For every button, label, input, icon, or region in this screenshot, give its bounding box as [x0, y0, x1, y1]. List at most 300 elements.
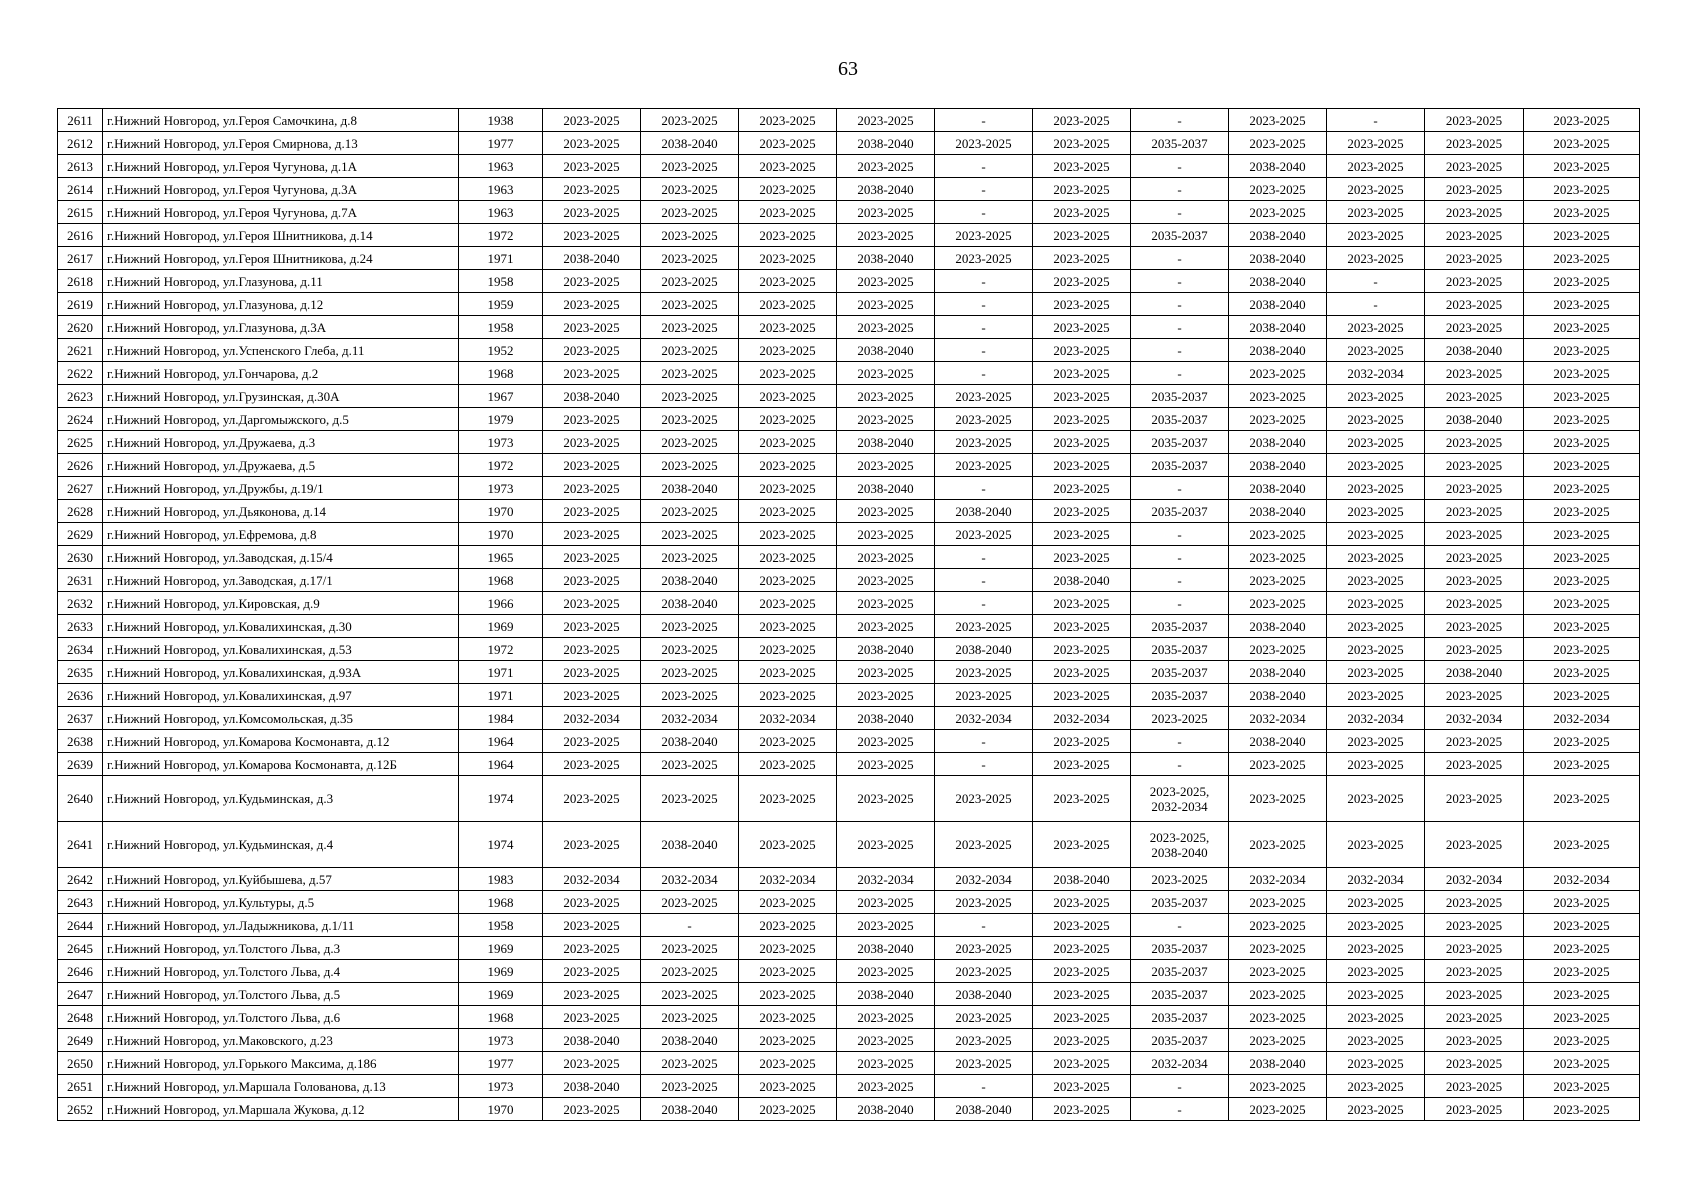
period-cell: 2023-2025 [837, 592, 935, 615]
period-cell: 2023-2025 [837, 730, 935, 753]
period-cell: 2023-2025 [1033, 431, 1131, 454]
period-cell: - [1131, 316, 1229, 339]
period-cell: - [1131, 270, 1229, 293]
address-cell: г.Нижний Новгород, ул.Толстого Льва, д.4 [103, 960, 459, 983]
table-row [58, 730, 1640, 753]
period-cell: 2023-2025 [935, 1006, 1033, 1029]
period-cell: - [1131, 339, 1229, 362]
table-row [58, 569, 1640, 592]
period-cell: 2023-2025 [1425, 1006, 1524, 1029]
period-cell: 2023-2025 [543, 523, 641, 546]
period-cell: 2023-2025 [641, 201, 739, 224]
period-cell: 2023-2025 [1524, 937, 1640, 960]
table-row [58, 155, 1640, 178]
table-row [58, 684, 1640, 707]
period-cell: 2023-2025 [1327, 661, 1425, 684]
period-cell: 2023-2025 [543, 615, 641, 638]
row-number-cell: 2625 [58, 431, 103, 454]
period-cell: 2023-2025 [739, 1006, 837, 1029]
period-cell: 2023-2025 [739, 1029, 837, 1052]
address-cell: г.Нижний Новгород, ул.Дружаева, д.3 [103, 431, 459, 454]
row-number-cell: 2647 [58, 983, 103, 1006]
period-cell: 2035-2037 [1131, 960, 1229, 983]
period-cell: 2023-2025 [1327, 316, 1425, 339]
row-number-cell: 2622 [58, 362, 103, 385]
period-cell: 2023-2025 [641, 109, 739, 132]
table-row [58, 1029, 1640, 1052]
table-row [58, 339, 1640, 362]
period-cell: 2023-2025 [1425, 615, 1524, 638]
period-cell: 2035-2037 [1131, 684, 1229, 707]
period-cell: 2023-2025 [641, 293, 739, 316]
period-cell: 2023-2025 [1524, 431, 1640, 454]
period-cell: 2023-2025 [1524, 776, 1640, 822]
period-cell: 2023-2025 [1425, 891, 1524, 914]
table-row [58, 132, 1640, 155]
period-cell: 2023-2025 [1524, 569, 1640, 592]
period-cell: 2023-2025 [1425, 247, 1524, 270]
period-cell: 2023-2025 [641, 937, 739, 960]
period-cell: 2023-2025 [1524, 1075, 1640, 1098]
period-cell: - [935, 270, 1033, 293]
period-cell: - [1131, 592, 1229, 615]
period-cell: 2023-2025 [1033, 776, 1131, 822]
address-cell: г.Нижний Новгород, ул.Дружбы, д.19/1 [103, 477, 459, 500]
period-cell: 2035-2037 [1131, 408, 1229, 431]
period-cell: 2032-2034 [1229, 707, 1327, 730]
period-cell: 2023-2025 [935, 454, 1033, 477]
period-cell: - [1131, 247, 1229, 270]
period-cell: 2023-2025 [837, 891, 935, 914]
period-cell: 2038-2040 [1229, 730, 1327, 753]
period-cell: - [1131, 477, 1229, 500]
period-cell: 2023-2025 [543, 201, 641, 224]
period-cell: 2035-2037 [1131, 615, 1229, 638]
period-cell: - [935, 155, 1033, 178]
period-cell: 2023-2025 [641, 1075, 739, 1098]
period-cell: 2023-2025 [1425, 224, 1524, 247]
period-cell: - [935, 362, 1033, 385]
period-cell: 2023-2025 [1327, 937, 1425, 960]
period-cell: 2023-2025 [543, 592, 641, 615]
table-row [58, 1006, 1640, 1029]
year-cell: 1970 [459, 523, 543, 546]
period-cell: 2023-2025 [1229, 753, 1327, 776]
period-cell: 2023-2025 [739, 615, 837, 638]
period-cell: 2023-2025 [543, 1006, 641, 1029]
period-cell: 2023-2025 [1229, 362, 1327, 385]
period-cell: 2023-2025 [1524, 454, 1640, 477]
year-cell: 1973 [459, 431, 543, 454]
period-cell: 2023-2025 [1033, 753, 1131, 776]
period-cell: 2023-2025 [739, 109, 837, 132]
period-cell: 2032-2034 [1524, 707, 1640, 730]
period-cell: 2023-2025 [1033, 293, 1131, 316]
period-cell: 2023-2025 [543, 937, 641, 960]
period-cell: 2032-2034 [935, 868, 1033, 891]
period-cell: 2023-2025 [1327, 1006, 1425, 1029]
period-cell: 2023-2025 [1524, 1029, 1640, 1052]
period-cell: 2023-2025 [1229, 201, 1327, 224]
period-cell: - [1327, 293, 1425, 316]
period-cell: 2023-2025 [1425, 914, 1524, 937]
period-cell: 2023-2025 [1033, 1029, 1131, 1052]
period-cell: 2023-2025 [1425, 362, 1524, 385]
year-cell: 1969 [459, 937, 543, 960]
row-number-cell: 2642 [58, 868, 103, 891]
period-cell: 2023-2025 [1425, 109, 1524, 132]
period-cell: 2023-2025 [543, 270, 641, 293]
period-cell: 2023-2025 [837, 1075, 935, 1098]
row-number-cell: 2646 [58, 960, 103, 983]
period-cell: - [935, 201, 1033, 224]
period-cell: 2023-2025 [543, 569, 641, 592]
period-cell: 2038-2040 [641, 1029, 739, 1052]
year-cell: 1963 [459, 178, 543, 201]
period-cell: 2038-2040 [1229, 224, 1327, 247]
period-cell: 2023-2025 [739, 960, 837, 983]
period-cell: 2023-2025 [1033, 523, 1131, 546]
period-cell: 2023-2025 [543, 684, 641, 707]
period-cell: 2023-2025 [641, 270, 739, 293]
period-cell: 2023-2025 [641, 1052, 739, 1075]
row-number-cell: 2638 [58, 730, 103, 753]
period-cell: 2023-2025 [1229, 178, 1327, 201]
period-cell: 2023-2025 [543, 477, 641, 500]
year-cell: 1972 [459, 454, 543, 477]
year-cell: 1958 [459, 914, 543, 937]
period-cell: 2023-2025 [1327, 891, 1425, 914]
period-cell: 2023-2025 [1327, 339, 1425, 362]
period-cell: 2023-2025 [1327, 638, 1425, 661]
period-cell: 2023-2025 [543, 661, 641, 684]
period-cell: 2023-2025 [837, 155, 935, 178]
table-row [58, 1075, 1640, 1098]
period-cell: 2023-2025 [641, 776, 739, 822]
period-cell: 2032-2034 [1131, 1052, 1229, 1075]
year-cell: 1970 [459, 500, 543, 523]
period-cell: 2023-2025 [739, 638, 837, 661]
address-cell: г.Нижний Новгород, ул.Героя Чугунова, д.7А [103, 201, 459, 224]
period-cell: 2023-2025 [641, 500, 739, 523]
table-row [58, 362, 1640, 385]
period-cell: 2023-2025 [1524, 914, 1640, 937]
row-number-cell: 2612 [58, 132, 103, 155]
period-cell: 2023-2025 [641, 316, 739, 339]
period-cell: 2023-2025 [1524, 592, 1640, 615]
period-cell: 2023-2025 [1033, 891, 1131, 914]
row-number-cell: 2620 [58, 316, 103, 339]
period-cell: 2023-2025 [641, 615, 739, 638]
address-cell: г.Нижний Новгород, ул.Дружаева, д.5 [103, 454, 459, 477]
period-cell: 2023-2025 [1524, 615, 1640, 638]
table-row [58, 753, 1640, 776]
period-cell: 2023-2025 [1327, 914, 1425, 937]
period-cell: 2023-2025 [543, 362, 641, 385]
period-cell: 2023-2025 [1425, 822, 1524, 868]
period-cell: 2023-2025 [935, 891, 1033, 914]
period-cell: 2023-2025 [1229, 132, 1327, 155]
period-cell: 2023-2025 [739, 822, 837, 868]
table-row [58, 960, 1640, 983]
period-cell: 2038-2040 [1229, 1052, 1327, 1075]
table-row [58, 615, 1640, 638]
row-number-cell: 2639 [58, 753, 103, 776]
period-cell: 2035-2037 [1131, 431, 1229, 454]
period-cell: - [935, 569, 1033, 592]
year-cell: 1974 [459, 822, 543, 868]
period-cell: 2038-2040 [641, 730, 739, 753]
year-cell: 1967 [459, 385, 543, 408]
period-cell: 2023-2025 [1524, 155, 1640, 178]
period-cell: 2023-2025 [837, 1052, 935, 1075]
period-cell: 2023-2025 [1524, 523, 1640, 546]
period-cell: 2023-2025 [739, 339, 837, 362]
period-cell: 2023-2025 [1327, 454, 1425, 477]
period-cell: 2023-2025 [1229, 983, 1327, 1006]
period-cell: 2023-2025 [739, 316, 837, 339]
period-cell: 2023-2025 [935, 822, 1033, 868]
period-cell: 2023-2025 [1524, 293, 1640, 316]
period-cell: 2023-2025 [837, 224, 935, 247]
period-cell: 2023-2025 [837, 1029, 935, 1052]
period-cell: 2023-2025 [739, 1098, 837, 1121]
period-cell: - [935, 730, 1033, 753]
period-cell: 2023-2025 [739, 592, 837, 615]
period-cell: 2023-2025 [1033, 201, 1131, 224]
period-cell: 2023-2025 [739, 178, 837, 201]
period-cell: 2023-2025 [543, 178, 641, 201]
address-cell: г.Нижний Новгород, ул.Толстого Льва, д.3 [103, 937, 459, 960]
period-cell: 2038-2040 [1425, 408, 1524, 431]
address-cell: г.Нижний Новгород, ул.Ковалихинская, д.93А [103, 661, 459, 684]
period-cell: 2023-2025 [543, 891, 641, 914]
period-cell: 2023-2025, 2038-2040 [1131, 822, 1229, 868]
year-cell: 1968 [459, 1006, 543, 1029]
period-cell: 2023-2025 [1229, 937, 1327, 960]
period-cell: 2023-2025 [837, 523, 935, 546]
period-cell: 2023-2025 [837, 546, 935, 569]
table-row [58, 776, 1640, 822]
year-cell: 1971 [459, 247, 543, 270]
row-number-cell: 2650 [58, 1052, 103, 1075]
address-cell: г.Нижний Новгород, ул.Маковского, д.23 [103, 1029, 459, 1052]
period-cell: 2023-2025 [1033, 983, 1131, 1006]
period-cell: 2023-2025 [1524, 132, 1640, 155]
period-cell: 2023-2025 [1229, 1075, 1327, 1098]
period-cell: 2023-2025 [1425, 201, 1524, 224]
table-row [58, 408, 1640, 431]
period-cell: 2038-2040 [543, 1029, 641, 1052]
period-cell: - [1131, 730, 1229, 753]
row-number-cell: 2626 [58, 454, 103, 477]
period-cell: 2038-2040 [641, 1098, 739, 1121]
address-cell: г.Нижний Новгород, ул.Глазунова, д.3А [103, 316, 459, 339]
period-cell: 2023-2025 [641, 247, 739, 270]
row-number-cell: 2644 [58, 914, 103, 937]
address-cell: г.Нижний Новгород, ул.Кудьминская, д.3 [103, 776, 459, 822]
period-cell: 2023-2025 [935, 776, 1033, 822]
address-cell: г.Нижний Новгород, ул.Ковалихинская, д.53 [103, 638, 459, 661]
period-cell: 2023-2025 [739, 1052, 837, 1075]
period-cell: 2023-2025 [739, 523, 837, 546]
row-number-cell: 2641 [58, 822, 103, 868]
period-cell: 2023-2025 [935, 1029, 1033, 1052]
period-cell: 2023-2025 [543, 730, 641, 753]
period-cell: 2032-2034 [1524, 868, 1640, 891]
address-cell: г.Нижний Новгород, ул.Ладыжникова, д.1/11 [103, 914, 459, 937]
period-cell: 2035-2037 [1131, 385, 1229, 408]
period-cell: 2023-2025 [739, 224, 837, 247]
period-cell: 2023-2025 [935, 132, 1033, 155]
period-cell: 2023-2025 [837, 500, 935, 523]
table-row [58, 293, 1640, 316]
period-cell: 2032-2034 [1229, 868, 1327, 891]
period-cell: 2023-2025 [641, 638, 739, 661]
period-cell: 2035-2037 [1131, 1029, 1229, 1052]
year-cell: 1973 [459, 1029, 543, 1052]
period-cell: 2023-2025 [935, 615, 1033, 638]
period-cell: 2023-2025 [739, 477, 837, 500]
year-cell: 1968 [459, 569, 543, 592]
period-cell: - [1131, 362, 1229, 385]
period-cell: 2023-2025 [641, 684, 739, 707]
period-cell: 2023-2025 [739, 270, 837, 293]
period-cell: 2023-2025 [739, 891, 837, 914]
period-cell: 2038-2040 [837, 1098, 935, 1121]
period-cell: 2023-2025 [543, 1098, 641, 1121]
period-cell: 2023-2025 [1131, 707, 1229, 730]
period-cell: 2038-2040 [1425, 339, 1524, 362]
address-cell: г.Нижний Новгород, ул.Глазунова, д.11 [103, 270, 459, 293]
period-cell: 2023-2025 [739, 753, 837, 776]
period-cell: 2023-2025 [1327, 247, 1425, 270]
period-cell: 2038-2040 [935, 500, 1033, 523]
period-cell: 2023-2025 [1131, 868, 1229, 891]
row-number-cell: 2649 [58, 1029, 103, 1052]
period-cell: 2023-2025 [1425, 569, 1524, 592]
period-cell: 2023-2025 [935, 247, 1033, 270]
row-number-cell: 2623 [58, 385, 103, 408]
period-cell: 2023-2025 [739, 684, 837, 707]
period-cell: - [1131, 1098, 1229, 1121]
period-cell: 2023-2025 [1425, 178, 1524, 201]
period-cell: 2038-2040 [837, 707, 935, 730]
period-cell: - [935, 753, 1033, 776]
year-cell: 1965 [459, 546, 543, 569]
period-cell: 2023-2025 [1425, 546, 1524, 569]
period-cell: 2023-2025 [1229, 1029, 1327, 1052]
period-cell: 2023-2025 [543, 339, 641, 362]
row-number-cell: 2652 [58, 1098, 103, 1121]
period-cell: 2023-2025 [837, 408, 935, 431]
period-cell: 2023-2025 [543, 776, 641, 822]
period-cell: 2023-2025 [1524, 247, 1640, 270]
period-cell: 2038-2040 [1229, 684, 1327, 707]
period-cell: 2023-2025 [1425, 960, 1524, 983]
table-row [58, 109, 1640, 132]
year-cell: 1959 [459, 293, 543, 316]
period-cell: 2023-2025 [1524, 339, 1640, 362]
period-cell: 2023-2025 [1425, 454, 1524, 477]
period-cell: - [935, 339, 1033, 362]
period-cell: 2023-2025 [1327, 1075, 1425, 1098]
period-cell: 2023-2025 [1524, 316, 1640, 339]
period-cell: 2023-2025 [1033, 960, 1131, 983]
period-cell: 2023-2025 [1033, 339, 1131, 362]
address-cell: г.Нижний Новгород, ул.Героя Шнитникова, д.24 [103, 247, 459, 270]
year-cell: 1958 [459, 270, 543, 293]
period-cell: 2023-2025 [1425, 1075, 1524, 1098]
year-cell: 1972 [459, 224, 543, 247]
year-cell: 1971 [459, 661, 543, 684]
period-cell: 2038-2040 [641, 132, 739, 155]
table-row [58, 1098, 1640, 1121]
period-cell: 2023-2025 [1033, 477, 1131, 500]
period-cell: 2023-2025 [641, 960, 739, 983]
table-row [58, 201, 1640, 224]
table-row [58, 983, 1640, 1006]
year-cell: 1984 [459, 707, 543, 730]
period-cell: 2038-2040 [1229, 316, 1327, 339]
period-cell: 2035-2037 [1131, 891, 1229, 914]
period-cell: 2023-2025 [1524, 684, 1640, 707]
period-cell: 2038-2040 [935, 983, 1033, 1006]
period-cell: 2023-2025 [739, 201, 837, 224]
address-cell: г.Нижний Новгород, ул.Ковалихинская, д.97 [103, 684, 459, 707]
period-cell: 2023-2025 [1425, 753, 1524, 776]
period-cell: 2038-2040 [837, 339, 935, 362]
period-cell: 2023-2025 [1229, 523, 1327, 546]
period-cell: 2023-2025 [739, 914, 837, 937]
period-cell: 2038-2040 [1229, 477, 1327, 500]
period-cell: 2023-2025 [1327, 730, 1425, 753]
period-cell: 2023-2025 [1327, 592, 1425, 615]
year-cell: 1972 [459, 638, 543, 661]
period-cell: 2023-2025 [1327, 201, 1425, 224]
period-cell: 2023-2025 [1033, 109, 1131, 132]
period-cell: 2023-2025 [1033, 316, 1131, 339]
period-cell: 2023-2025 [1033, 1098, 1131, 1121]
period-cell: 2023-2025 [1524, 408, 1640, 431]
period-cell: 2023-2025 [641, 362, 739, 385]
period-cell: - [1131, 109, 1229, 132]
period-cell: 2023-2025 [1229, 822, 1327, 868]
period-cell: 2023-2025 [1229, 1098, 1327, 1121]
period-cell: 2023-2025 [641, 431, 739, 454]
row-number-cell: 2629 [58, 523, 103, 546]
address-cell: г.Нижний Новгород, ул.Куйбышева, д.57 [103, 868, 459, 891]
row-number-cell: 2643 [58, 891, 103, 914]
year-cell: 1968 [459, 362, 543, 385]
period-cell: 2032-2034 [1425, 868, 1524, 891]
period-cell: 2023-2025 [1033, 914, 1131, 937]
table-row [58, 868, 1640, 891]
row-number-cell: 2617 [58, 247, 103, 270]
period-cell: 2023-2025 [1425, 638, 1524, 661]
page-number: 63 [838, 58, 858, 80]
period-cell: 2023-2025 [1425, 431, 1524, 454]
period-cell: 2023-2025 [739, 385, 837, 408]
period-cell: 2032-2034 [543, 868, 641, 891]
period-cell: 2023-2025 [1229, 891, 1327, 914]
period-cell: 2023-2025 [837, 822, 935, 868]
period-cell: - [1131, 293, 1229, 316]
row-number-cell: 2630 [58, 546, 103, 569]
period-cell: 2023-2025 [837, 293, 935, 316]
period-cell: 2038-2040 [1425, 661, 1524, 684]
period-cell: - [935, 546, 1033, 569]
